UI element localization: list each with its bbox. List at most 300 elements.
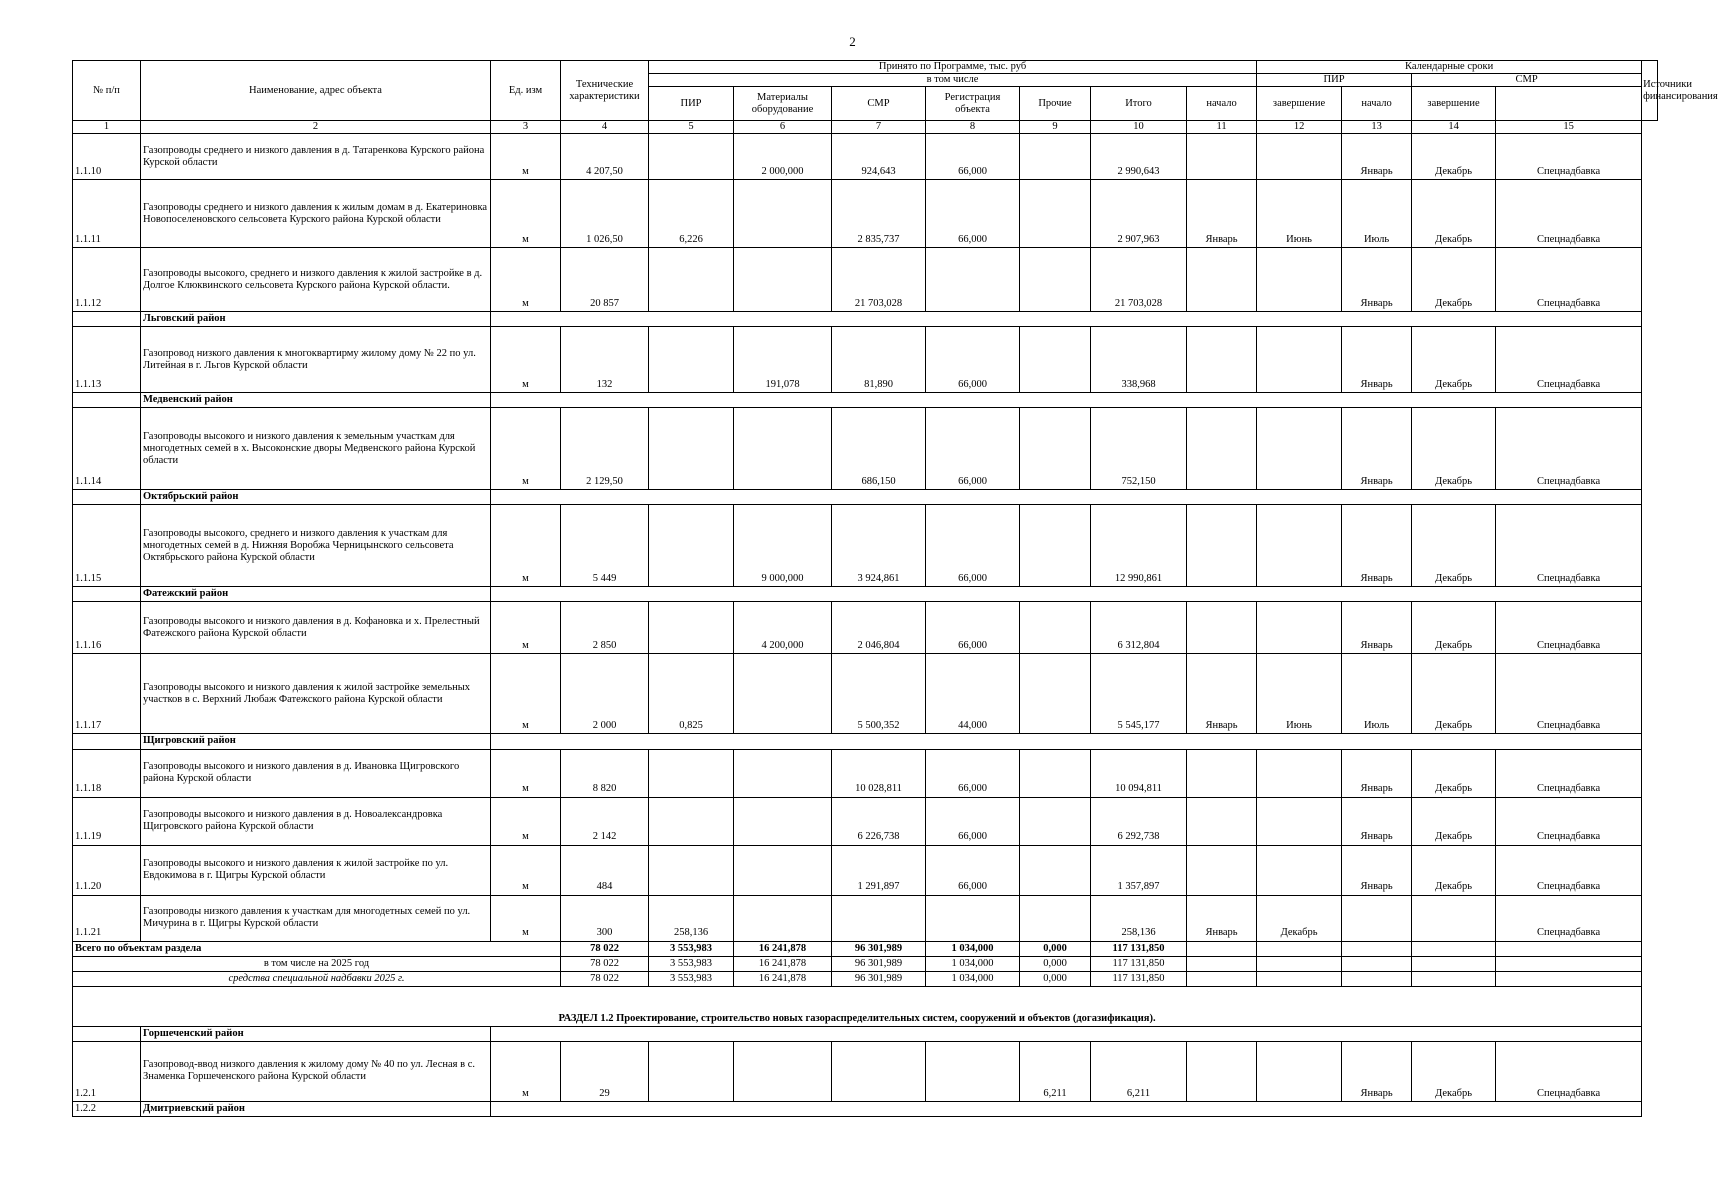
smr-start-cell: Январь xyxy=(1342,845,1412,895)
funding-source-cell: Спецнадбавка xyxy=(1496,797,1642,845)
smr-start-cell: Январь xyxy=(1342,602,1412,654)
tech-cell: 20 857 xyxy=(561,248,649,312)
table-row xyxy=(73,654,1658,734)
table-row xyxy=(73,749,1658,797)
pir-end-cell xyxy=(1257,1041,1342,1101)
materials-cell xyxy=(734,654,832,734)
object-name: Газопроводы высокого и низкого давления к жилой застройке земельных участков в с. Верхний Любаж Фатежского района Курской области xyxy=(141,654,491,734)
district-filler xyxy=(491,312,1642,327)
unit-cell: м xyxy=(491,327,561,393)
registration-cell xyxy=(926,1041,1020,1101)
tech-cell: 78 022 xyxy=(561,956,649,971)
total-cell: 2 990,643 xyxy=(1091,134,1187,180)
row-label: средства специальной надбавки 2025 г. xyxy=(73,971,561,986)
unit-cell: м xyxy=(491,408,561,490)
table-row xyxy=(73,797,1658,845)
smr-cell: 10 028,811 xyxy=(832,749,926,797)
total-cell: 6 312,804 xyxy=(1091,602,1187,654)
table-row xyxy=(73,327,1658,393)
total-cell: 117 131,850 xyxy=(1091,941,1187,956)
mat-cell: 16 241,878 xyxy=(734,956,832,971)
other-cell xyxy=(1020,654,1091,734)
smr-cell: 96 301,989 xyxy=(832,941,926,956)
header-unit: Ед. изм xyxy=(491,61,561,121)
empty-cell xyxy=(1496,941,1642,956)
other-cell xyxy=(1020,895,1091,941)
district-name: Октябрьский район xyxy=(141,490,491,505)
smr-start-cell: Январь xyxy=(1342,327,1412,393)
section-title: РАЗДЕЛ 1.2 Проектирование, строительство новых газораспределительных систем, сооружений и объектов (догазификация). xyxy=(73,986,1642,1026)
header-name: Наименование, адрес объекта xyxy=(141,61,491,121)
smr-end-cell: Декабрь xyxy=(1412,180,1496,248)
empty-cell xyxy=(1257,956,1342,971)
pir-end-cell: Июнь xyxy=(1257,654,1342,734)
district-filler xyxy=(491,734,1642,749)
other-cell xyxy=(1020,248,1091,312)
pir-end-cell xyxy=(1257,845,1342,895)
total-cell: 6,211 xyxy=(1091,1041,1187,1101)
materials-cell xyxy=(734,180,832,248)
empty-cell xyxy=(1496,956,1642,971)
unit-cell: м xyxy=(491,505,561,587)
unit-cell: м xyxy=(491,602,561,654)
other-cell xyxy=(1020,749,1091,797)
funding-source-cell: Спецнадбавка xyxy=(1496,327,1642,393)
materials-cell xyxy=(734,749,832,797)
tech-cell: 2 142 xyxy=(561,797,649,845)
tech-cell: 78 022 xyxy=(561,971,649,986)
col-number: 5 xyxy=(649,121,734,134)
smr-cell: 96 301,989 xyxy=(832,956,926,971)
registration-cell xyxy=(926,895,1020,941)
smr-end-cell: Декабрь xyxy=(1412,327,1496,393)
col-number: 10 xyxy=(1091,121,1187,134)
district-row xyxy=(73,393,1658,408)
object-name: Газопроводы высокого и низкого давления в д. Новоалександровка Щигровского района Курской области xyxy=(141,797,491,845)
table-row xyxy=(73,845,1658,895)
table-row xyxy=(73,1041,1658,1101)
row-number: 1.1.17 xyxy=(73,654,141,734)
smr-start-cell: Январь xyxy=(1342,408,1412,490)
header-accepted: Принято по Программе, тыс. руб xyxy=(649,61,1257,74)
mat-cell: 16 241,878 xyxy=(734,941,832,956)
pir-start-cell xyxy=(1187,248,1257,312)
pir-cell: 3 553,983 xyxy=(649,956,734,971)
table-row xyxy=(73,180,1658,248)
col-number: 7 xyxy=(832,121,926,134)
smr-start-cell: Январь xyxy=(1342,797,1412,845)
header-pir-end: завершение xyxy=(1257,87,1342,121)
smr-start-cell: Январь xyxy=(1342,749,1412,797)
registration-cell: 44,000 xyxy=(926,654,1020,734)
col-number: 11 xyxy=(1187,121,1257,134)
table-row xyxy=(73,248,1658,312)
funding-source-cell: Спецнадбавка xyxy=(1496,654,1642,734)
col-number: 1 xyxy=(73,121,141,134)
registration-cell: 66,000 xyxy=(926,505,1020,587)
row-number: 1.1.20 xyxy=(73,845,141,895)
smr-end-cell: Декабрь xyxy=(1412,248,1496,312)
district-name: Льговский район xyxy=(141,312,491,327)
materials-cell: 9 000,000 xyxy=(734,505,832,587)
unit-cell: м xyxy=(491,248,561,312)
tech-cell: 8 820 xyxy=(561,749,649,797)
tech-cell: 132 xyxy=(561,327,649,393)
program-table xyxy=(72,60,1718,1117)
materials-cell: 2 000,000 xyxy=(734,134,832,180)
total-cell: 6 292,738 xyxy=(1091,797,1187,845)
funding-source-cell: Спецнадбавка xyxy=(1496,602,1642,654)
row-number: 1.1.10 xyxy=(73,134,141,180)
registration-cell xyxy=(926,248,1020,312)
empty-cell xyxy=(1187,941,1257,956)
total-cell: 117 131,850 xyxy=(1091,956,1187,971)
row-number xyxy=(73,312,141,327)
district-row xyxy=(73,1101,1658,1116)
district-filler xyxy=(491,490,1642,505)
materials-cell: 4 200,000 xyxy=(734,602,832,654)
smr-cell: 2 835,737 xyxy=(832,180,926,248)
col-number: 8 xyxy=(926,121,1020,134)
smr-end-cell: Декабрь xyxy=(1412,797,1496,845)
total-cell: 21 703,028 xyxy=(1091,248,1187,312)
total-cell: 752,150 xyxy=(1091,408,1187,490)
registration-cell: 66,000 xyxy=(926,845,1020,895)
district-name: Дмитриевский район xyxy=(141,1101,491,1116)
pir-cell: 3 553,983 xyxy=(649,941,734,956)
empty-cell xyxy=(1412,941,1496,956)
object-name: Газопроводы высокого и низкого давления в д. Кофановка и х. Прелестный Фатежского района Курской области xyxy=(141,602,491,654)
smr-end-cell: Декабрь xyxy=(1412,749,1496,797)
tech-cell: 484 xyxy=(561,845,649,895)
other-cell: 0,000 xyxy=(1020,941,1091,956)
header-other: Прочие xyxy=(1020,87,1091,121)
row-number: 1.1.21 xyxy=(73,895,141,941)
table-row xyxy=(73,134,1658,180)
col-number: 14 xyxy=(1412,121,1496,134)
table-row xyxy=(73,895,1658,941)
object-name: Газопроводы высокого, среднего и низкого давления к участкам для многодетных семей в д. Нижняя Воробжа Черницынского сельсовета Октябрьского района Курской области xyxy=(141,505,491,587)
empty-cell xyxy=(1342,956,1412,971)
district-row xyxy=(73,587,1658,602)
total-cell: 1 357,897 xyxy=(1091,845,1187,895)
pir-cell xyxy=(649,602,734,654)
smr-cell xyxy=(832,1041,926,1101)
smr-end-cell: Декабрь xyxy=(1412,602,1496,654)
empty-cell xyxy=(1187,971,1257,986)
smr-cell: 1 291,897 xyxy=(832,845,926,895)
row-label: в том числе на 2025 год xyxy=(73,956,561,971)
row-number: 1.1.18 xyxy=(73,749,141,797)
district-filler xyxy=(491,1101,1642,1116)
pir-end-cell xyxy=(1257,134,1342,180)
unit-cell: м xyxy=(491,845,561,895)
pir-cell xyxy=(649,327,734,393)
funding-source-cell: Спецнадбавка xyxy=(1496,180,1642,248)
reg-cell: 1 034,000 xyxy=(926,941,1020,956)
unit-cell: м xyxy=(491,180,561,248)
registration-cell: 66,000 xyxy=(926,602,1020,654)
smr-cell: 96 301,989 xyxy=(832,971,926,986)
col-number: 2 xyxy=(141,121,491,134)
funding-source-cell: Спецнадбавка xyxy=(1496,134,1642,180)
registration-cell: 66,000 xyxy=(926,134,1020,180)
funding-source-cell: Спецнадбавка xyxy=(1496,408,1642,490)
materials-cell xyxy=(734,895,832,941)
pir-cell xyxy=(649,248,734,312)
empty-cell xyxy=(1412,971,1496,986)
total-cell: 338,968 xyxy=(1091,327,1187,393)
header-cal-smr: СМР xyxy=(1412,74,1642,87)
other-cell: 0,000 xyxy=(1020,971,1091,986)
district-name: Горшеченский район xyxy=(141,1026,491,1041)
row-number: 1.1.12 xyxy=(73,248,141,312)
header-smr-start: начало xyxy=(1342,87,1412,121)
column-numbers-row xyxy=(73,121,1658,134)
page-number: 2 xyxy=(849,34,856,49)
pir-end-cell xyxy=(1257,505,1342,587)
pir-start-cell xyxy=(1187,1041,1257,1101)
empty-cell xyxy=(1412,956,1496,971)
tech-cell: 4 207,50 xyxy=(561,134,649,180)
district-row xyxy=(73,1026,1658,1041)
empty-cell xyxy=(1187,956,1257,971)
smr-cell: 3 924,861 xyxy=(832,505,926,587)
total-cell: 10 094,811 xyxy=(1091,749,1187,797)
header-in-that: в том числе xyxy=(649,74,1257,87)
object-name: Газопровод низкого давления к многоквартирму жилому дому № 22 по ул. Литейная в г. Льгов Курской области xyxy=(141,327,491,393)
district-filler xyxy=(491,587,1642,602)
district-name: Щигровский район xyxy=(141,734,491,749)
pir-cell xyxy=(649,845,734,895)
materials-cell xyxy=(734,797,832,845)
row-number xyxy=(73,734,141,749)
subtotal-row xyxy=(73,971,1658,986)
empty-cell xyxy=(1342,971,1412,986)
unit-cell: м xyxy=(491,797,561,845)
header-smr-end: завершение xyxy=(1412,87,1496,121)
smr-end-cell: Декабрь xyxy=(1412,654,1496,734)
other-cell xyxy=(1020,505,1091,587)
header-tech: Технические характеристики xyxy=(561,61,649,121)
object-name: Газопроводы высокого, среднего и низкого давления к жилой застройке в д. Долгое Клюквинского сельсовета Курского района Курской области. xyxy=(141,248,491,312)
pir-end-cell xyxy=(1257,797,1342,845)
smr-start-cell: Январь xyxy=(1342,134,1412,180)
funding-source-cell: Спецнадбавка xyxy=(1496,749,1642,797)
object-name: Газопроводы низкого давления к участкам для многодетных семей по ул. Мичурина в г. Щигры Курской области xyxy=(141,895,491,941)
pir-cell: 6,226 xyxy=(649,180,734,248)
registration-cell: 66,000 xyxy=(926,408,1020,490)
pir-start-cell: Январь xyxy=(1187,180,1257,248)
reg-cell: 1 034,000 xyxy=(926,971,1020,986)
col-number: 13 xyxy=(1342,121,1412,134)
other-cell xyxy=(1020,797,1091,845)
pir-cell xyxy=(649,749,734,797)
smr-end-cell: Декабрь xyxy=(1412,1041,1496,1101)
total-cell: 117 131,850 xyxy=(1091,971,1187,986)
smr-cell: 686,150 xyxy=(832,408,926,490)
col-number: 3 xyxy=(491,121,561,134)
district-name: Медвенский район xyxy=(141,393,491,408)
smr-end-cell: Декабрь xyxy=(1412,845,1496,895)
section-row xyxy=(73,986,1658,1026)
pir-start-cell xyxy=(1187,134,1257,180)
row-number xyxy=(73,587,141,602)
pir-end-cell xyxy=(1257,248,1342,312)
pir-start-cell xyxy=(1187,602,1257,654)
total-cell: 5 545,177 xyxy=(1091,654,1187,734)
header-cal-pir: ПИР xyxy=(1257,74,1412,87)
pir-cell xyxy=(649,408,734,490)
row-number: 1.1.15 xyxy=(73,505,141,587)
funding-source-cell: Спецнадбавка xyxy=(1496,505,1642,587)
smr-cell xyxy=(832,895,926,941)
mat-cell: 16 241,878 xyxy=(734,971,832,986)
other-cell xyxy=(1020,327,1091,393)
other-cell: 6,211 xyxy=(1020,1041,1091,1101)
registration-cell: 66,000 xyxy=(926,749,1020,797)
table-row xyxy=(73,408,1658,490)
smr-end-cell: Декабрь xyxy=(1412,134,1496,180)
row-number xyxy=(73,490,141,505)
row-number: 1.2.1 xyxy=(73,1041,141,1101)
funding-source-cell: Спецнадбавка xyxy=(1496,845,1642,895)
pir-cell xyxy=(649,1041,734,1101)
smr-cell: 5 500,352 xyxy=(832,654,926,734)
header-calendar: Календарные сроки xyxy=(1257,61,1642,74)
reg-cell: 1 034,000 xyxy=(926,956,1020,971)
header-total: Итого xyxy=(1091,87,1187,121)
smr-end-cell: Декабрь xyxy=(1412,505,1496,587)
unit-cell: м xyxy=(491,895,561,941)
object-name: Газопровод-ввод низкого давления к жилому дому № 40 по ул. Лесная в с. Знаменка Горшеченского района Курской области xyxy=(141,1041,491,1101)
tech-cell: 78 022 xyxy=(561,941,649,956)
materials-cell xyxy=(734,248,832,312)
pir-cell: 258,136 xyxy=(649,895,734,941)
empty-cell xyxy=(1257,971,1342,986)
empty-cell xyxy=(1342,941,1412,956)
empty-cell xyxy=(1496,971,1642,986)
table-header xyxy=(73,61,1718,134)
materials-cell: 191,078 xyxy=(734,327,832,393)
header-sources: Источники финансирования xyxy=(1642,61,1658,121)
col-number: 4 xyxy=(561,121,649,134)
subtotal-row xyxy=(73,956,1658,971)
tech-cell: 2 850 xyxy=(561,602,649,654)
district-name: Фатежский район xyxy=(141,587,491,602)
total-cell: 258,136 xyxy=(1091,895,1187,941)
row-number: 1.1.11 xyxy=(73,180,141,248)
header-no: № п/п xyxy=(73,61,141,121)
tech-cell: 29 xyxy=(561,1041,649,1101)
materials-cell xyxy=(734,408,832,490)
table-row xyxy=(73,505,1658,587)
unit-cell: м xyxy=(491,134,561,180)
object-name: Газопроводы среднего и низкого давления к жилым домам в д. Екатериновка Новопоселеновского сельсовета Курского района Курской области xyxy=(141,180,491,248)
registration-cell: 66,000 xyxy=(926,180,1020,248)
registration-cell: 66,000 xyxy=(926,797,1020,845)
row-number: 1.1.16 xyxy=(73,602,141,654)
smr-cell: 81,890 xyxy=(832,327,926,393)
other-cell xyxy=(1020,602,1091,654)
registration-cell: 66,000 xyxy=(926,327,1020,393)
pir-end-cell xyxy=(1257,602,1342,654)
pir-end-cell xyxy=(1257,749,1342,797)
object-name: Газопроводы среднего и низкого давления в д. Татаренкова Курского района Курской области xyxy=(141,134,491,180)
row-number: 1.1.19 xyxy=(73,797,141,845)
object-name: Газопроводы высокого и низкого давления в д. Ивановка Щигровского района Курской области xyxy=(141,749,491,797)
pir-cell xyxy=(649,134,734,180)
pir-cell: 0,825 xyxy=(649,654,734,734)
district-filler xyxy=(491,1026,1642,1041)
unit-cell: м xyxy=(491,1041,561,1101)
row-number xyxy=(73,393,141,408)
funding-source-cell: Спецнадбавка xyxy=(1496,1041,1642,1101)
funding-source-cell: Спецнадбавка xyxy=(1496,895,1642,941)
pir-end-cell xyxy=(1257,327,1342,393)
row-number: 1.2.2 xyxy=(73,1101,141,1116)
row-number xyxy=(73,1026,141,1041)
tech-cell: 1 026,50 xyxy=(561,180,649,248)
pir-start-cell xyxy=(1187,408,1257,490)
col-number: 6 xyxy=(734,121,832,134)
pir-start-cell xyxy=(1187,505,1257,587)
materials-cell xyxy=(734,1041,832,1101)
pir-start-cell: Январь xyxy=(1187,895,1257,941)
smr-end-cell: Декабрь xyxy=(1412,408,1496,490)
tech-cell: 2 000 xyxy=(561,654,649,734)
pir-start-cell xyxy=(1187,845,1257,895)
smr-cell: 6 226,738 xyxy=(832,797,926,845)
other-cell xyxy=(1020,180,1091,248)
header-reg: Регистрация объекта xyxy=(926,87,1020,121)
pir-cell xyxy=(649,797,734,845)
pir-start-cell xyxy=(1187,327,1257,393)
smr-cell: 21 703,028 xyxy=(832,248,926,312)
pir-end-cell xyxy=(1257,408,1342,490)
header-pir: ПИР xyxy=(649,87,734,121)
smr-start-cell xyxy=(1342,895,1412,941)
materials-cell xyxy=(734,845,832,895)
col-number: 9 xyxy=(1020,121,1091,134)
col-number: 15 xyxy=(1496,121,1642,134)
table-row xyxy=(73,602,1658,654)
empty-cell xyxy=(1257,941,1342,956)
pir-start-cell xyxy=(1187,797,1257,845)
other-cell: 0,000 xyxy=(1020,956,1091,971)
table-body xyxy=(73,134,1658,1117)
header-pir-start: начало xyxy=(1187,87,1257,121)
col-number: 12 xyxy=(1257,121,1342,134)
smr-start-cell: Июль xyxy=(1342,180,1412,248)
district-filler xyxy=(491,393,1642,408)
smr-start-cell: Январь xyxy=(1342,248,1412,312)
pir-end-cell: Декабрь xyxy=(1257,895,1342,941)
tech-cell: 300 xyxy=(561,895,649,941)
pir-start-cell xyxy=(1187,749,1257,797)
object-name: Газопроводы высокого и низкого давления к жилой застройке по ул. Евдокимова в г. Щигры Курской области xyxy=(141,845,491,895)
header-smr: СМР xyxy=(832,87,926,121)
smr-cell: 2 046,804 xyxy=(832,602,926,654)
district-row xyxy=(73,312,1658,327)
smr-start-cell: Январь xyxy=(1342,505,1412,587)
smr-start-cell: Январь xyxy=(1342,1041,1412,1101)
row-number: 1.1.13 xyxy=(73,327,141,393)
district-row xyxy=(73,734,1658,749)
total-cell: 12 990,861 xyxy=(1091,505,1187,587)
other-cell xyxy=(1020,845,1091,895)
total-cell: 2 907,963 xyxy=(1091,180,1187,248)
